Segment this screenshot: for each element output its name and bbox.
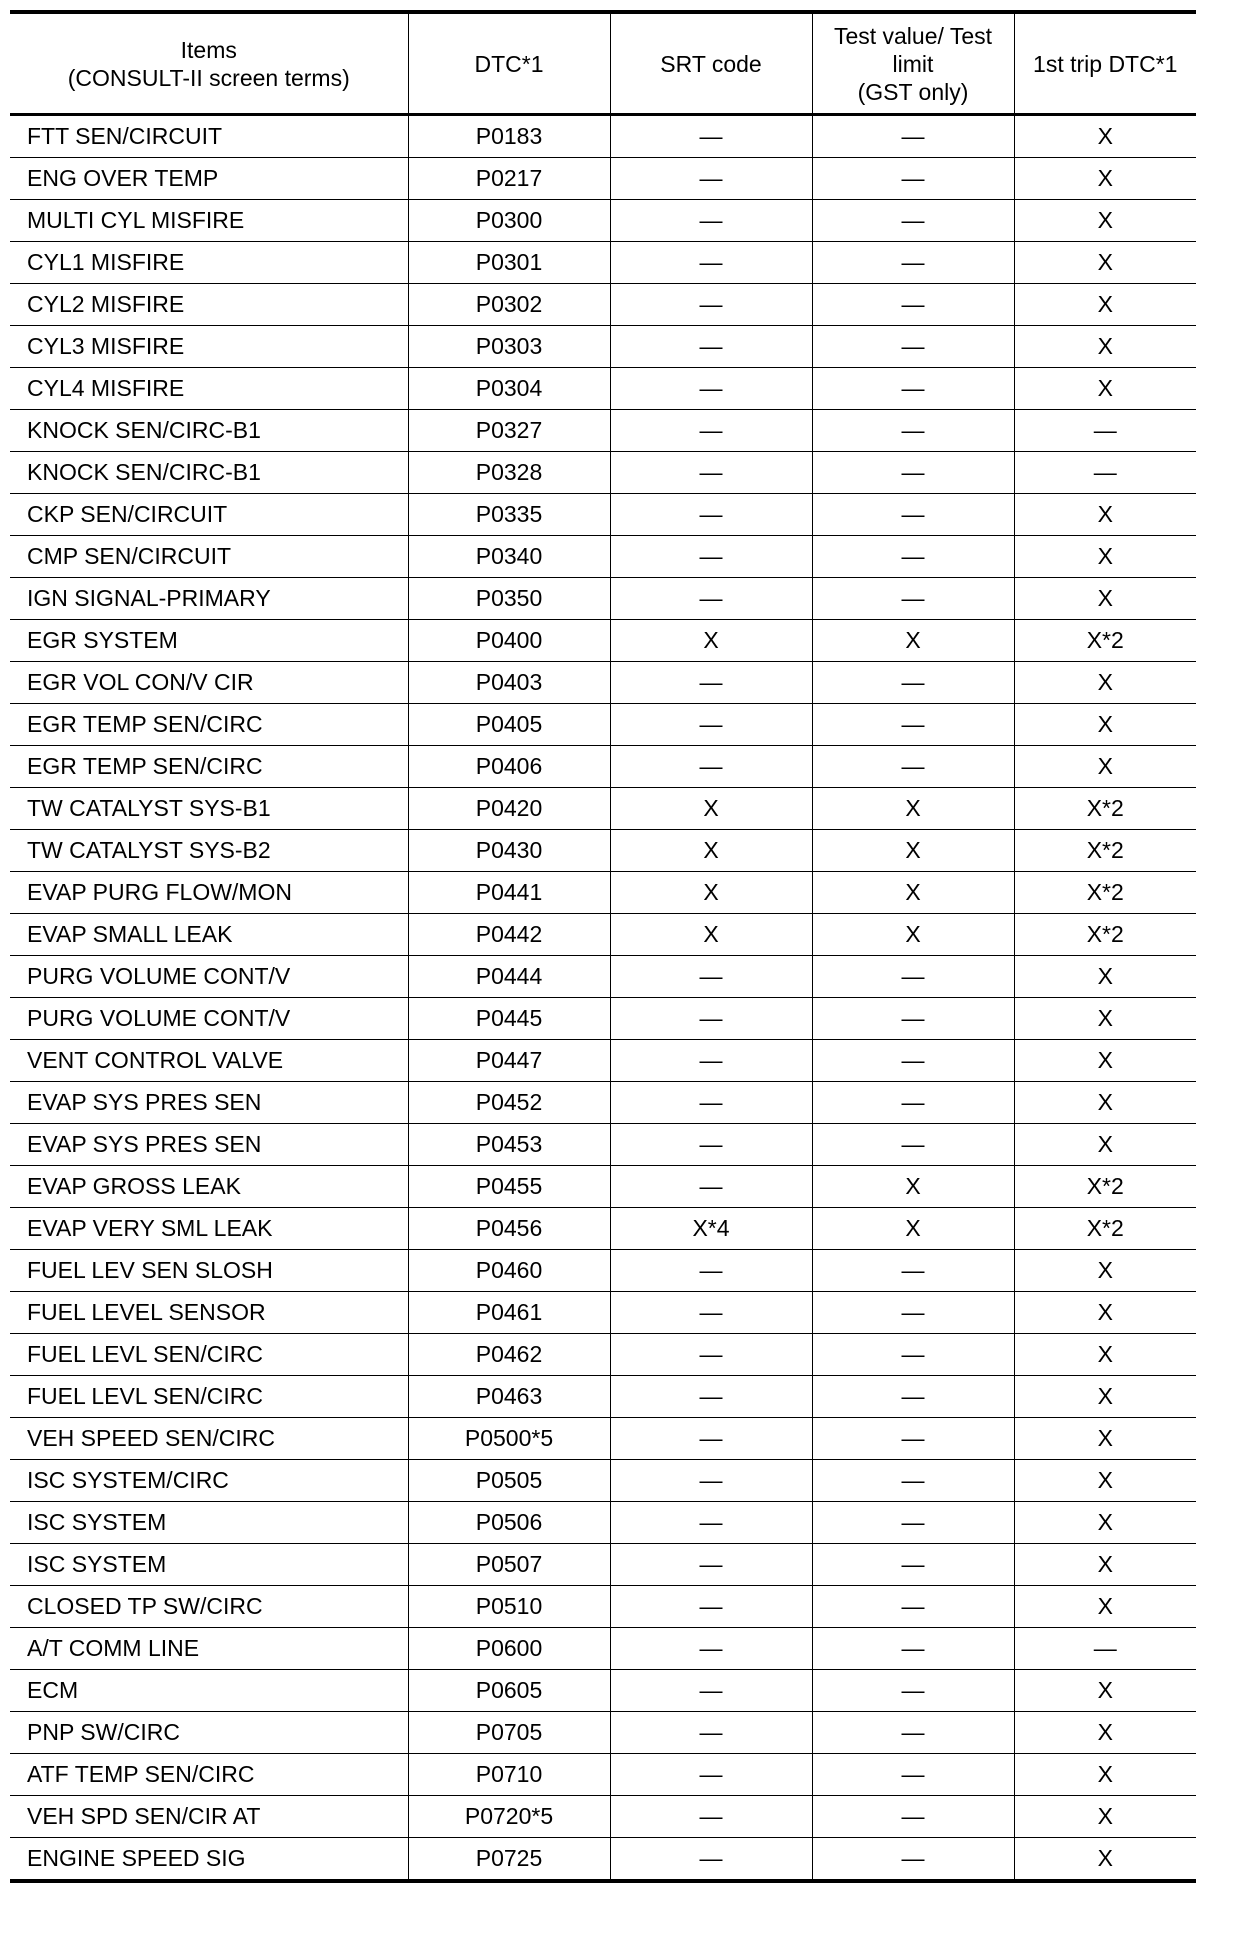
cell-dtc: P0445 — [408, 998, 610, 1040]
table-row — [10, 704, 1196, 746]
cell-test-value: — — [812, 536, 1014, 578]
cell-item: PURG VOLUME CONT/V — [10, 956, 408, 998]
cell-test-value: — — [812, 1670, 1014, 1712]
cell-first-trip: X*2 — [1014, 1208, 1196, 1250]
cell-dtc: P0505 — [408, 1460, 610, 1502]
header-items — [10, 12, 408, 115]
header-items-line2: (CONSULT-II screen terms) — [67, 64, 350, 91]
cell-dtc: P0405 — [408, 704, 610, 746]
header-items-line1: Items — [180, 36, 237, 63]
cell-item: FTT SEN/CIRCUIT — [10, 115, 408, 158]
table-row — [10, 1082, 1196, 1124]
cell-srt: — — [610, 1502, 812, 1544]
cell-dtc: P0403 — [408, 662, 610, 704]
cell-srt: — — [610, 284, 812, 326]
cell-item: A/T COMM LINE — [10, 1628, 408, 1670]
cell-srt: — — [610, 1250, 812, 1292]
cell-item: CYL3 MISFIRE — [10, 326, 408, 368]
table-row — [10, 536, 1196, 578]
cell-item: FUEL LEVL SEN/CIRC — [10, 1376, 408, 1418]
cell-srt: — — [610, 158, 812, 200]
cell-srt: — — [610, 1376, 812, 1418]
cell-dtc: P0460 — [408, 1250, 610, 1292]
cell-test-value: — — [812, 1838, 1014, 1882]
cell-dtc: P0507 — [408, 1544, 610, 1586]
cell-first-trip: X — [1014, 1418, 1196, 1460]
cell-srt: — — [610, 368, 812, 410]
cell-srt: — — [610, 1544, 812, 1586]
cell-dtc: P0304 — [408, 368, 610, 410]
cell-first-trip: X*2 — [1014, 1166, 1196, 1208]
cell-srt: — — [610, 1166, 812, 1208]
cell-first-trip: X — [1014, 1082, 1196, 1124]
table-row — [10, 1334, 1196, 1376]
cell-dtc: P0500*5 — [408, 1418, 610, 1460]
cell-test-value: — — [812, 1040, 1014, 1082]
cell-item: PNP SW/CIRC — [10, 1712, 408, 1754]
cell-srt: X — [610, 830, 812, 872]
table-row — [10, 1166, 1196, 1208]
dtc-table — [10, 10, 1196, 1883]
cell-first-trip: X — [1014, 1292, 1196, 1334]
cell-test-value: — — [812, 242, 1014, 284]
cell-first-trip: X — [1014, 284, 1196, 326]
cell-test-value: — — [812, 704, 1014, 746]
cell-item: EVAP GROSS LEAK — [10, 1166, 408, 1208]
cell-test-value: — — [812, 1334, 1014, 1376]
cell-dtc: P0301 — [408, 242, 610, 284]
cell-test-value: — — [812, 1418, 1014, 1460]
cell-dtc: P0710 — [408, 1754, 610, 1796]
cell-test-value: X — [812, 872, 1014, 914]
cell-test-value: — — [812, 410, 1014, 452]
cell-srt: — — [610, 1628, 812, 1670]
cell-dtc: P0453 — [408, 1124, 610, 1166]
header-test-value — [812, 12, 1014, 115]
cell-first-trip: X — [1014, 1040, 1196, 1082]
cell-first-trip: X — [1014, 1670, 1196, 1712]
cell-item: FUEL LEVEL SENSOR — [10, 1292, 408, 1334]
table-row — [10, 1376, 1196, 1418]
cell-item: EVAP SMALL LEAK — [10, 914, 408, 956]
cell-test-value: — — [812, 200, 1014, 242]
table-row — [10, 242, 1196, 284]
cell-srt: — — [610, 536, 812, 578]
table-header — [10, 12, 1196, 115]
cell-item: VENT CONTROL VALVE — [10, 1040, 408, 1082]
cell-dtc: P0456 — [408, 1208, 610, 1250]
table-row — [10, 494, 1196, 536]
cell-first-trip: X — [1014, 1712, 1196, 1754]
cell-dtc: P0328 — [408, 452, 610, 494]
cell-item: ISC SYSTEM — [10, 1544, 408, 1586]
cell-srt: X — [610, 788, 812, 830]
table-row — [10, 452, 1196, 494]
cell-item: CMP SEN/CIRCUIT — [10, 536, 408, 578]
table-row — [10, 284, 1196, 326]
table-row — [10, 1838, 1196, 1882]
cell-first-trip: X — [1014, 1754, 1196, 1796]
cell-first-trip: X — [1014, 956, 1196, 998]
header-row — [10, 12, 1196, 115]
cell-test-value: — — [812, 1712, 1014, 1754]
table-row — [10, 1628, 1196, 1670]
cell-first-trip: X — [1014, 1502, 1196, 1544]
cell-srt: X — [610, 914, 812, 956]
cell-item: ENG OVER TEMP — [10, 158, 408, 200]
cell-item: FUEL LEV SEN SLOSH — [10, 1250, 408, 1292]
cell-srt: — — [610, 200, 812, 242]
cell-srt: — — [610, 746, 812, 788]
table-row — [10, 115, 1196, 158]
table-row — [10, 1712, 1196, 1754]
cell-test-value: — — [812, 452, 1014, 494]
cell-test-value: — — [812, 1502, 1014, 1544]
table-row — [10, 368, 1196, 410]
cell-dtc: P0183 — [408, 115, 610, 158]
cell-test-value: — — [812, 494, 1014, 536]
table-row — [10, 914, 1196, 956]
cell-test-value: X — [812, 1208, 1014, 1250]
cell-dtc: P0327 — [408, 410, 610, 452]
cell-srt: — — [610, 326, 812, 368]
cell-dtc: P0400 — [408, 620, 610, 662]
cell-srt: — — [610, 1040, 812, 1082]
cell-test-value: — — [812, 1586, 1014, 1628]
cell-test-value: — — [812, 1292, 1014, 1334]
table-row — [10, 200, 1196, 242]
cell-item: ISC SYSTEM — [10, 1502, 408, 1544]
cell-test-value: — — [812, 368, 1014, 410]
cell-first-trip: X — [1014, 1838, 1196, 1882]
table-row — [10, 1796, 1196, 1838]
cell-dtc: P0430 — [408, 830, 610, 872]
cell-first-trip: X — [1014, 1250, 1196, 1292]
cell-dtc: P0705 — [408, 1712, 610, 1754]
cell-item: CYL2 MISFIRE — [10, 284, 408, 326]
cell-test-value: — — [812, 746, 1014, 788]
cell-first-trip: X*2 — [1014, 620, 1196, 662]
cell-dtc: P0444 — [408, 956, 610, 998]
cell-test-value: — — [812, 998, 1014, 1040]
table-row — [10, 410, 1196, 452]
cell-srt: — — [610, 1334, 812, 1376]
cell-item: IGN SIGNAL-PRIMARY — [10, 578, 408, 620]
cell-item: ECM — [10, 1670, 408, 1712]
cell-srt: — — [610, 452, 812, 494]
table-row — [10, 872, 1196, 914]
cell-dtc: P0217 — [408, 158, 610, 200]
table-row — [10, 1292, 1196, 1334]
cell-dtc: P0340 — [408, 536, 610, 578]
cell-first-trip: X — [1014, 998, 1196, 1040]
cell-first-trip: X — [1014, 158, 1196, 200]
cell-dtc: P0720*5 — [408, 1796, 610, 1838]
cell-dtc: P0441 — [408, 872, 610, 914]
cell-first-trip: — — [1014, 1628, 1196, 1670]
table-row — [10, 1124, 1196, 1166]
cell-item: CYL4 MISFIRE — [10, 368, 408, 410]
table-row — [10, 1754, 1196, 1796]
table-row — [10, 1586, 1196, 1628]
cell-test-value: — — [812, 1460, 1014, 1502]
cell-srt: — — [610, 1418, 812, 1460]
cell-first-trip: X — [1014, 578, 1196, 620]
cell-first-trip: X — [1014, 494, 1196, 536]
cell-item: KNOCK SEN/CIRC-B1 — [10, 410, 408, 452]
cell-test-value: — — [812, 284, 1014, 326]
cell-first-trip: X — [1014, 200, 1196, 242]
cell-srt: — — [610, 1796, 812, 1838]
header-test-line3: (GST only) — [857, 78, 969, 105]
header-srt — [610, 12, 812, 115]
cell-first-trip: X — [1014, 704, 1196, 746]
cell-srt: — — [610, 1586, 812, 1628]
cell-srt: — — [610, 1082, 812, 1124]
cell-srt: X — [610, 620, 812, 662]
cell-test-value: X — [812, 1166, 1014, 1208]
cell-dtc: P0302 — [408, 284, 610, 326]
cell-srt: X*4 — [610, 1208, 812, 1250]
table-row — [10, 998, 1196, 1040]
table-row — [10, 1544, 1196, 1586]
cell-test-value: — — [812, 1376, 1014, 1418]
cell-first-trip: X — [1014, 1460, 1196, 1502]
table-row — [10, 1670, 1196, 1712]
cell-item: EGR TEMP SEN/CIRC — [10, 704, 408, 746]
table-row — [10, 788, 1196, 830]
cell-first-trip: — — [1014, 410, 1196, 452]
cell-first-trip: X*2 — [1014, 872, 1196, 914]
cell-item: ENGINE SPEED SIG — [10, 1838, 408, 1882]
cell-dtc: P0420 — [408, 788, 610, 830]
cell-item: CYL1 MISFIRE — [10, 242, 408, 284]
cell-test-value: — — [812, 1544, 1014, 1586]
cell-srt: — — [610, 1712, 812, 1754]
table-body — [10, 115, 1196, 1882]
cell-first-trip: X — [1014, 1586, 1196, 1628]
cell-dtc: P0725 — [408, 1838, 610, 1882]
table-row — [10, 620, 1196, 662]
cell-item: EVAP SYS PRES SEN — [10, 1124, 408, 1166]
cell-first-trip: X*2 — [1014, 830, 1196, 872]
cell-dtc: P0463 — [408, 1376, 610, 1418]
cell-srt: — — [610, 662, 812, 704]
cell-test-value: — — [812, 115, 1014, 158]
table-row — [10, 1208, 1196, 1250]
cell-item: EVAP VERY SML LEAK — [10, 1208, 408, 1250]
cell-test-value: X — [812, 788, 1014, 830]
cell-first-trip: X — [1014, 242, 1196, 284]
cell-dtc: P0461 — [408, 1292, 610, 1334]
cell-first-trip: X — [1014, 1376, 1196, 1418]
cell-dtc: P0452 — [408, 1082, 610, 1124]
cell-item: TW CATALYST SYS-B2 — [10, 830, 408, 872]
cell-item: VEH SPD SEN/CIR AT — [10, 1796, 408, 1838]
cell-srt: — — [610, 1838, 812, 1882]
cell-dtc: P0462 — [408, 1334, 610, 1376]
cell-test-value: — — [812, 662, 1014, 704]
cell-item: KNOCK SEN/CIRC-B1 — [10, 452, 408, 494]
cell-dtc: P0442 — [408, 914, 610, 956]
table-row — [10, 956, 1196, 998]
header-srt-label: SRT code — [660, 50, 762, 77]
cell-item: CKP SEN/CIRCUIT — [10, 494, 408, 536]
cell-item: MULTI CYL MISFIRE — [10, 200, 408, 242]
cell-item: EVAP SYS PRES SEN — [10, 1082, 408, 1124]
cell-srt: — — [610, 115, 812, 158]
cell-srt: — — [610, 1754, 812, 1796]
cell-test-value: X — [812, 830, 1014, 872]
cell-srt: — — [610, 494, 812, 536]
cell-item: CLOSED TP SW/CIRC — [10, 1586, 408, 1628]
header-first-trip-label: 1st trip DTC*1 — [1033, 50, 1178, 77]
cell-test-value: — — [812, 1754, 1014, 1796]
cell-test-value: X — [812, 914, 1014, 956]
header-dtc — [408, 12, 610, 115]
cell-dtc: P0335 — [408, 494, 610, 536]
cell-srt: — — [610, 242, 812, 284]
cell-first-trip: X — [1014, 1334, 1196, 1376]
cell-item: ATF TEMP SEN/CIRC — [10, 1754, 408, 1796]
cell-first-trip: X — [1014, 536, 1196, 578]
cell-item: ISC SYSTEM/CIRC — [10, 1460, 408, 1502]
cell-test-value: — — [812, 1082, 1014, 1124]
cell-first-trip: X — [1014, 1124, 1196, 1166]
cell-test-value: — — [812, 1628, 1014, 1670]
cell-item: EVAP PURG FLOW/MON — [10, 872, 408, 914]
table-row — [10, 662, 1196, 704]
cell-test-value: X — [812, 620, 1014, 662]
cell-srt: X — [610, 872, 812, 914]
header-test-line1: Test value/ Test — [833, 22, 993, 49]
cell-first-trip: X*2 — [1014, 914, 1196, 956]
cell-dtc: P0510 — [408, 1586, 610, 1628]
cell-test-value: — — [812, 956, 1014, 998]
header-first-trip — [1014, 12, 1196, 115]
cell-first-trip: — — [1014, 452, 1196, 494]
cell-dtc: P0447 — [408, 1040, 610, 1082]
table-row — [10, 158, 1196, 200]
table-row — [10, 1040, 1196, 1082]
cell-first-trip: X — [1014, 746, 1196, 788]
cell-test-value: — — [812, 158, 1014, 200]
cell-srt: — — [610, 1460, 812, 1502]
cell-dtc: P0300 — [408, 200, 610, 242]
cell-dtc: P0605 — [408, 1670, 610, 1712]
cell-item: FUEL LEVL SEN/CIRC — [10, 1334, 408, 1376]
cell-dtc: P0350 — [408, 578, 610, 620]
table-row — [10, 1418, 1196, 1460]
cell-dtc: P0506 — [408, 1502, 610, 1544]
cell-dtc: P0600 — [408, 1628, 610, 1670]
cell-item: EGR VOL CON/V CIR — [10, 662, 408, 704]
table-row — [10, 578, 1196, 620]
cell-dtc: P0455 — [408, 1166, 610, 1208]
cell-first-trip: X — [1014, 326, 1196, 368]
cell-srt: — — [610, 410, 812, 452]
cell-item: PURG VOLUME CONT/V — [10, 998, 408, 1040]
cell-first-trip: X — [1014, 115, 1196, 158]
header-test-line2: limit — [892, 50, 934, 77]
table-row — [10, 1250, 1196, 1292]
cell-srt: — — [610, 998, 812, 1040]
cell-first-trip: X — [1014, 368, 1196, 410]
cell-test-value: — — [812, 1250, 1014, 1292]
cell-item: EGR TEMP SEN/CIRC — [10, 746, 408, 788]
cell-item: EGR SYSTEM — [10, 620, 408, 662]
cell-srt: — — [610, 956, 812, 998]
table-row — [10, 1460, 1196, 1502]
cell-test-value: — — [812, 326, 1014, 368]
cell-first-trip: X*2 — [1014, 788, 1196, 830]
cell-test-value: — — [812, 1124, 1014, 1166]
header-dtc-label: DTC*1 — [474, 50, 544, 77]
table-row — [10, 830, 1196, 872]
cell-srt: — — [610, 578, 812, 620]
cell-srt: — — [610, 1670, 812, 1712]
cell-first-trip: X — [1014, 1796, 1196, 1838]
cell-first-trip: X — [1014, 662, 1196, 704]
table-row — [10, 1502, 1196, 1544]
cell-srt: — — [610, 704, 812, 746]
cell-test-value: — — [812, 1796, 1014, 1838]
table-row — [10, 746, 1196, 788]
cell-item: TW CATALYST SYS-B1 — [10, 788, 408, 830]
cell-first-trip: X — [1014, 1544, 1196, 1586]
cell-dtc: P0303 — [408, 326, 610, 368]
cell-srt: — — [610, 1124, 812, 1166]
cell-item: VEH SPEED SEN/CIRC — [10, 1418, 408, 1460]
cell-srt: — — [610, 1292, 812, 1334]
cell-dtc: P0406 — [408, 746, 610, 788]
table-row — [10, 326, 1196, 368]
cell-test-value: — — [812, 578, 1014, 620]
